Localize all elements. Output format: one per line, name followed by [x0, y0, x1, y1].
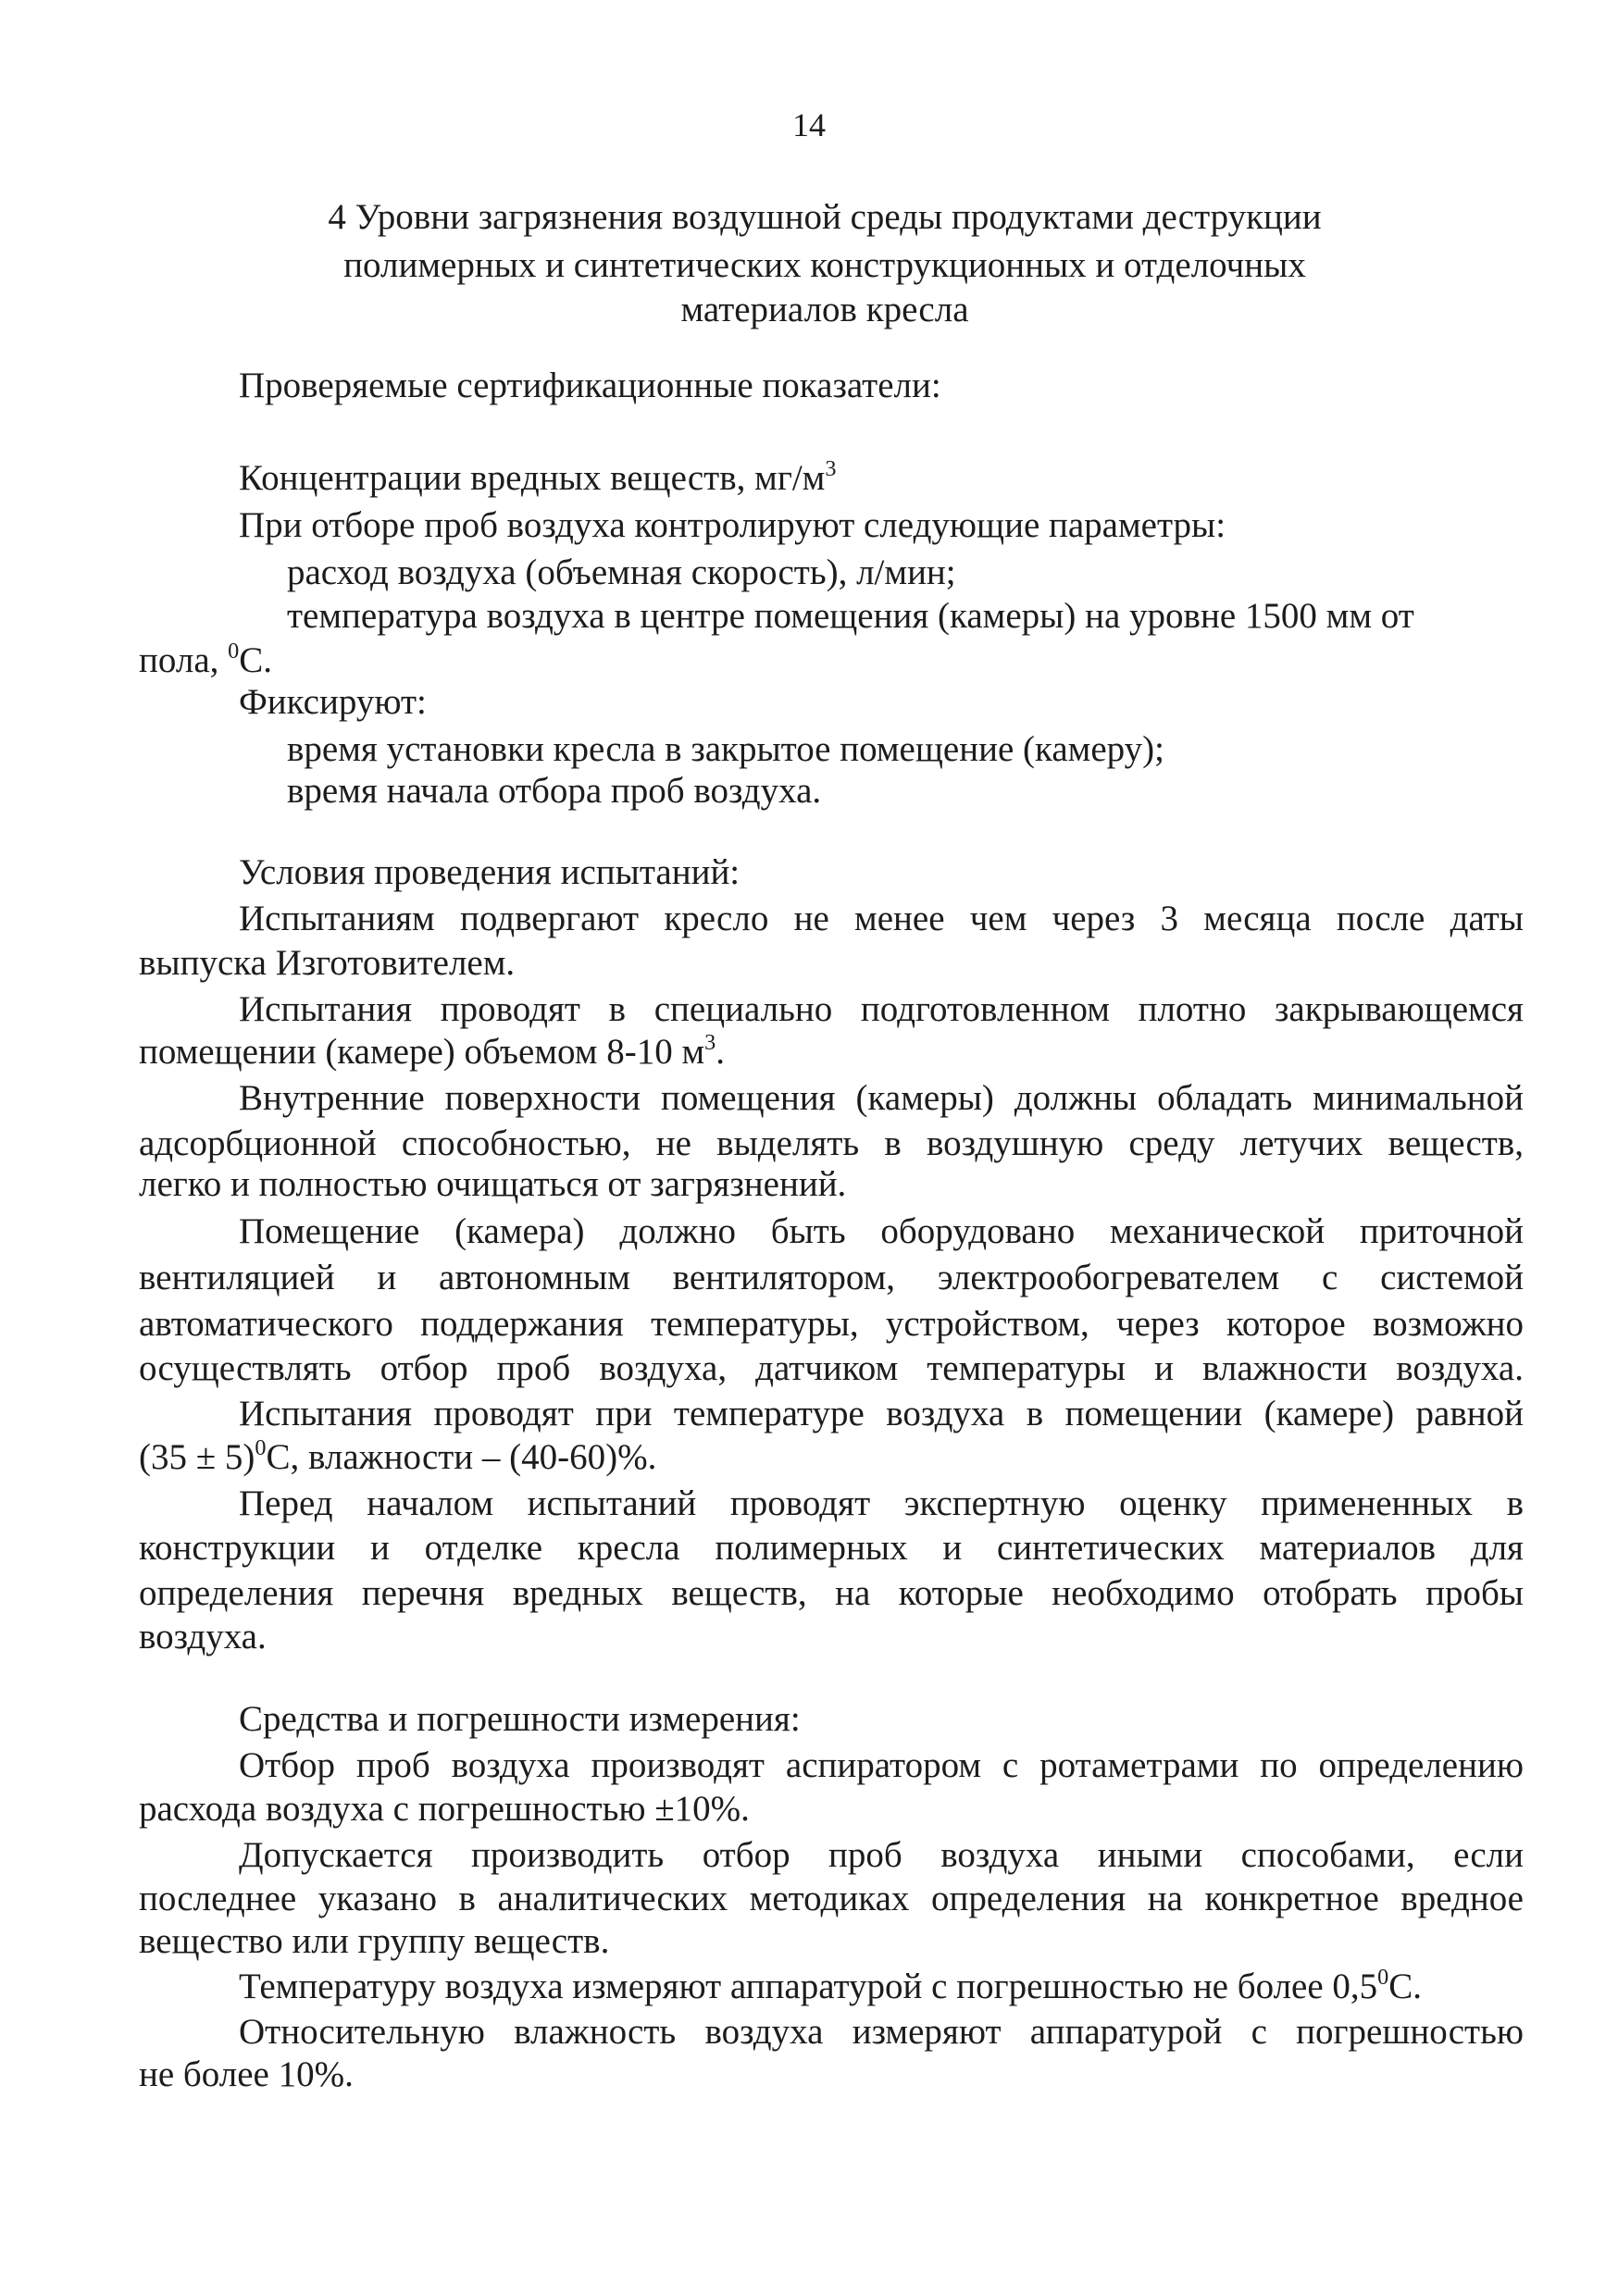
- paragraph-line: Помещение (камера) должно быть оборудовано механической приточной: [239, 1211, 1524, 1251]
- paragraph-line: Отбор проб воздуха производят аспиратором с ротаметрами по определению: [239, 1745, 1524, 1785]
- section-heading-line-3: материалов кресла: [680, 290, 969, 329]
- text-fragment: .: [716, 1032, 725, 1072]
- fix-item-2: время начала отбора проб воздуха.: [287, 771, 822, 811]
- fix-item-1: время установки кресла в закрытое помещение (камеру);: [287, 729, 1164, 769]
- paragraph-line: автоматического поддержания температуры, устройством, через которое возможно: [139, 1304, 1524, 1344]
- paragraph-line: адсорбционной способностью, не выделять в воздушную среду летучих веществ,: [139, 1123, 1524, 1163]
- certification-indicators-title: Проверяемые сертификационные показатели:: [239, 366, 941, 405]
- paragraph-line: вентиляцией и автономным вентилятором, электрообогревателем с системой: [139, 1258, 1524, 1297]
- superscript: 3: [704, 1030, 716, 1056]
- text-fragment: С, влажности – (40-60)%.: [266, 1437, 657, 1477]
- superscript: 0: [1377, 1965, 1389, 1991]
- paragraph-line: выпуска Изготовителем.: [139, 943, 516, 983]
- paragraph-line: осуществлять отбор проб воздуха, датчиком температуры и влажности воздуха.: [139, 1348, 1524, 1388]
- paragraph-line: Испытаниям подвергают кресло не менее чем через 3 месяца после даты: [239, 899, 1524, 938]
- measurement-means-title: Средства и погрешности измерения:: [239, 1699, 801, 1739]
- superscript: 3: [825, 456, 837, 482]
- text-fragment: пола,: [139, 640, 229, 680]
- paragraph-line: легко и полностью очищаться от загрязнений.: [139, 1164, 847, 1204]
- paragraph-line: конструкции и отделке кресла полимерных и синтетических материалов для: [139, 1528, 1524, 1568]
- paragraph-line: [239, 1964, 1422, 2010]
- text-fragment: С.: [1388, 1967, 1423, 2006]
- concentration-line: [239, 455, 836, 502]
- paragraph-line: [139, 1434, 656, 1481]
- superscript: 0: [228, 639, 240, 664]
- paragraph-line: определения перечня вредных веществ, на которые необходимо отобрать пробы: [139, 1573, 1524, 1613]
- paragraph-line: Внутренние поверхности помещения (камеры) должны обладать минимальной: [239, 1078, 1524, 1118]
- param-air-temperature: температура воздуха в центре помещения (камеры) на уровне 1500 мм от: [287, 596, 1414, 636]
- text-fragment: помещении (камере) объемом 8-10 м: [139, 1032, 705, 1072]
- paragraph-line: не более 10%.: [139, 2054, 354, 2094]
- text-fragment: (35 ± 5): [139, 1437, 255, 1477]
- section-heading-line-1: 4 Уровни загрязнения воздушной среды продуктами деструкции: [328, 197, 1322, 237]
- text-fragment: Температуру воздуха измеряют аппаратурой с погрешностью не более 0,5: [239, 1967, 1378, 2006]
- superscript: 0: [255, 1435, 267, 1461]
- paragraph-line: Допускается производить отбор проб воздуха иными способами, если: [239, 1835, 1524, 1875]
- paragraph-line: Перед началом испытаний проводят экспертную оценку примененных в: [239, 1483, 1524, 1523]
- param-air-temperature-cont: [139, 638, 272, 684]
- paragraph-line: Испытания проводят в специально подготовленном плотно закрывающемся: [239, 989, 1524, 1029]
- paragraph-line: Испытания проводят при температуре воздуха в помещении (камере) равной: [239, 1394, 1524, 1433]
- params-intro: При отборе проб воздуха контролируют следующие параметры:: [239, 505, 1226, 545]
- paragraph-line: расхода воздуха с погрешностью ±10%.: [139, 1789, 750, 1829]
- section-heading-line-2: полимерных и синтетических конструкционных и отделочных: [343, 245, 1306, 285]
- test-conditions-title: Условия проведения испытаний:: [239, 852, 741, 892]
- page-number: 14: [792, 106, 826, 143]
- paragraph-line: Относительную влажность воздуха измеряют аппаратурой с погрешностью: [239, 2012, 1524, 2052]
- concentration-text: Концентрации вредных веществ, мг/м: [239, 458, 826, 498]
- paragraph-line: последнее указано в аналитических методиках определения на конкретное вредное: [139, 1879, 1524, 1918]
- paragraph-line: воздуха.: [139, 1617, 267, 1657]
- paragraph-line: [139, 1029, 725, 1075]
- param-air-flow: расход воздуха (объемная скорость), л/мин;: [287, 552, 956, 592]
- text-fragment: С.: [239, 640, 272, 680]
- fix-title: Фиксируют:: [239, 682, 427, 722]
- paragraph-line: вещество или группу веществ.: [139, 1921, 610, 1961]
